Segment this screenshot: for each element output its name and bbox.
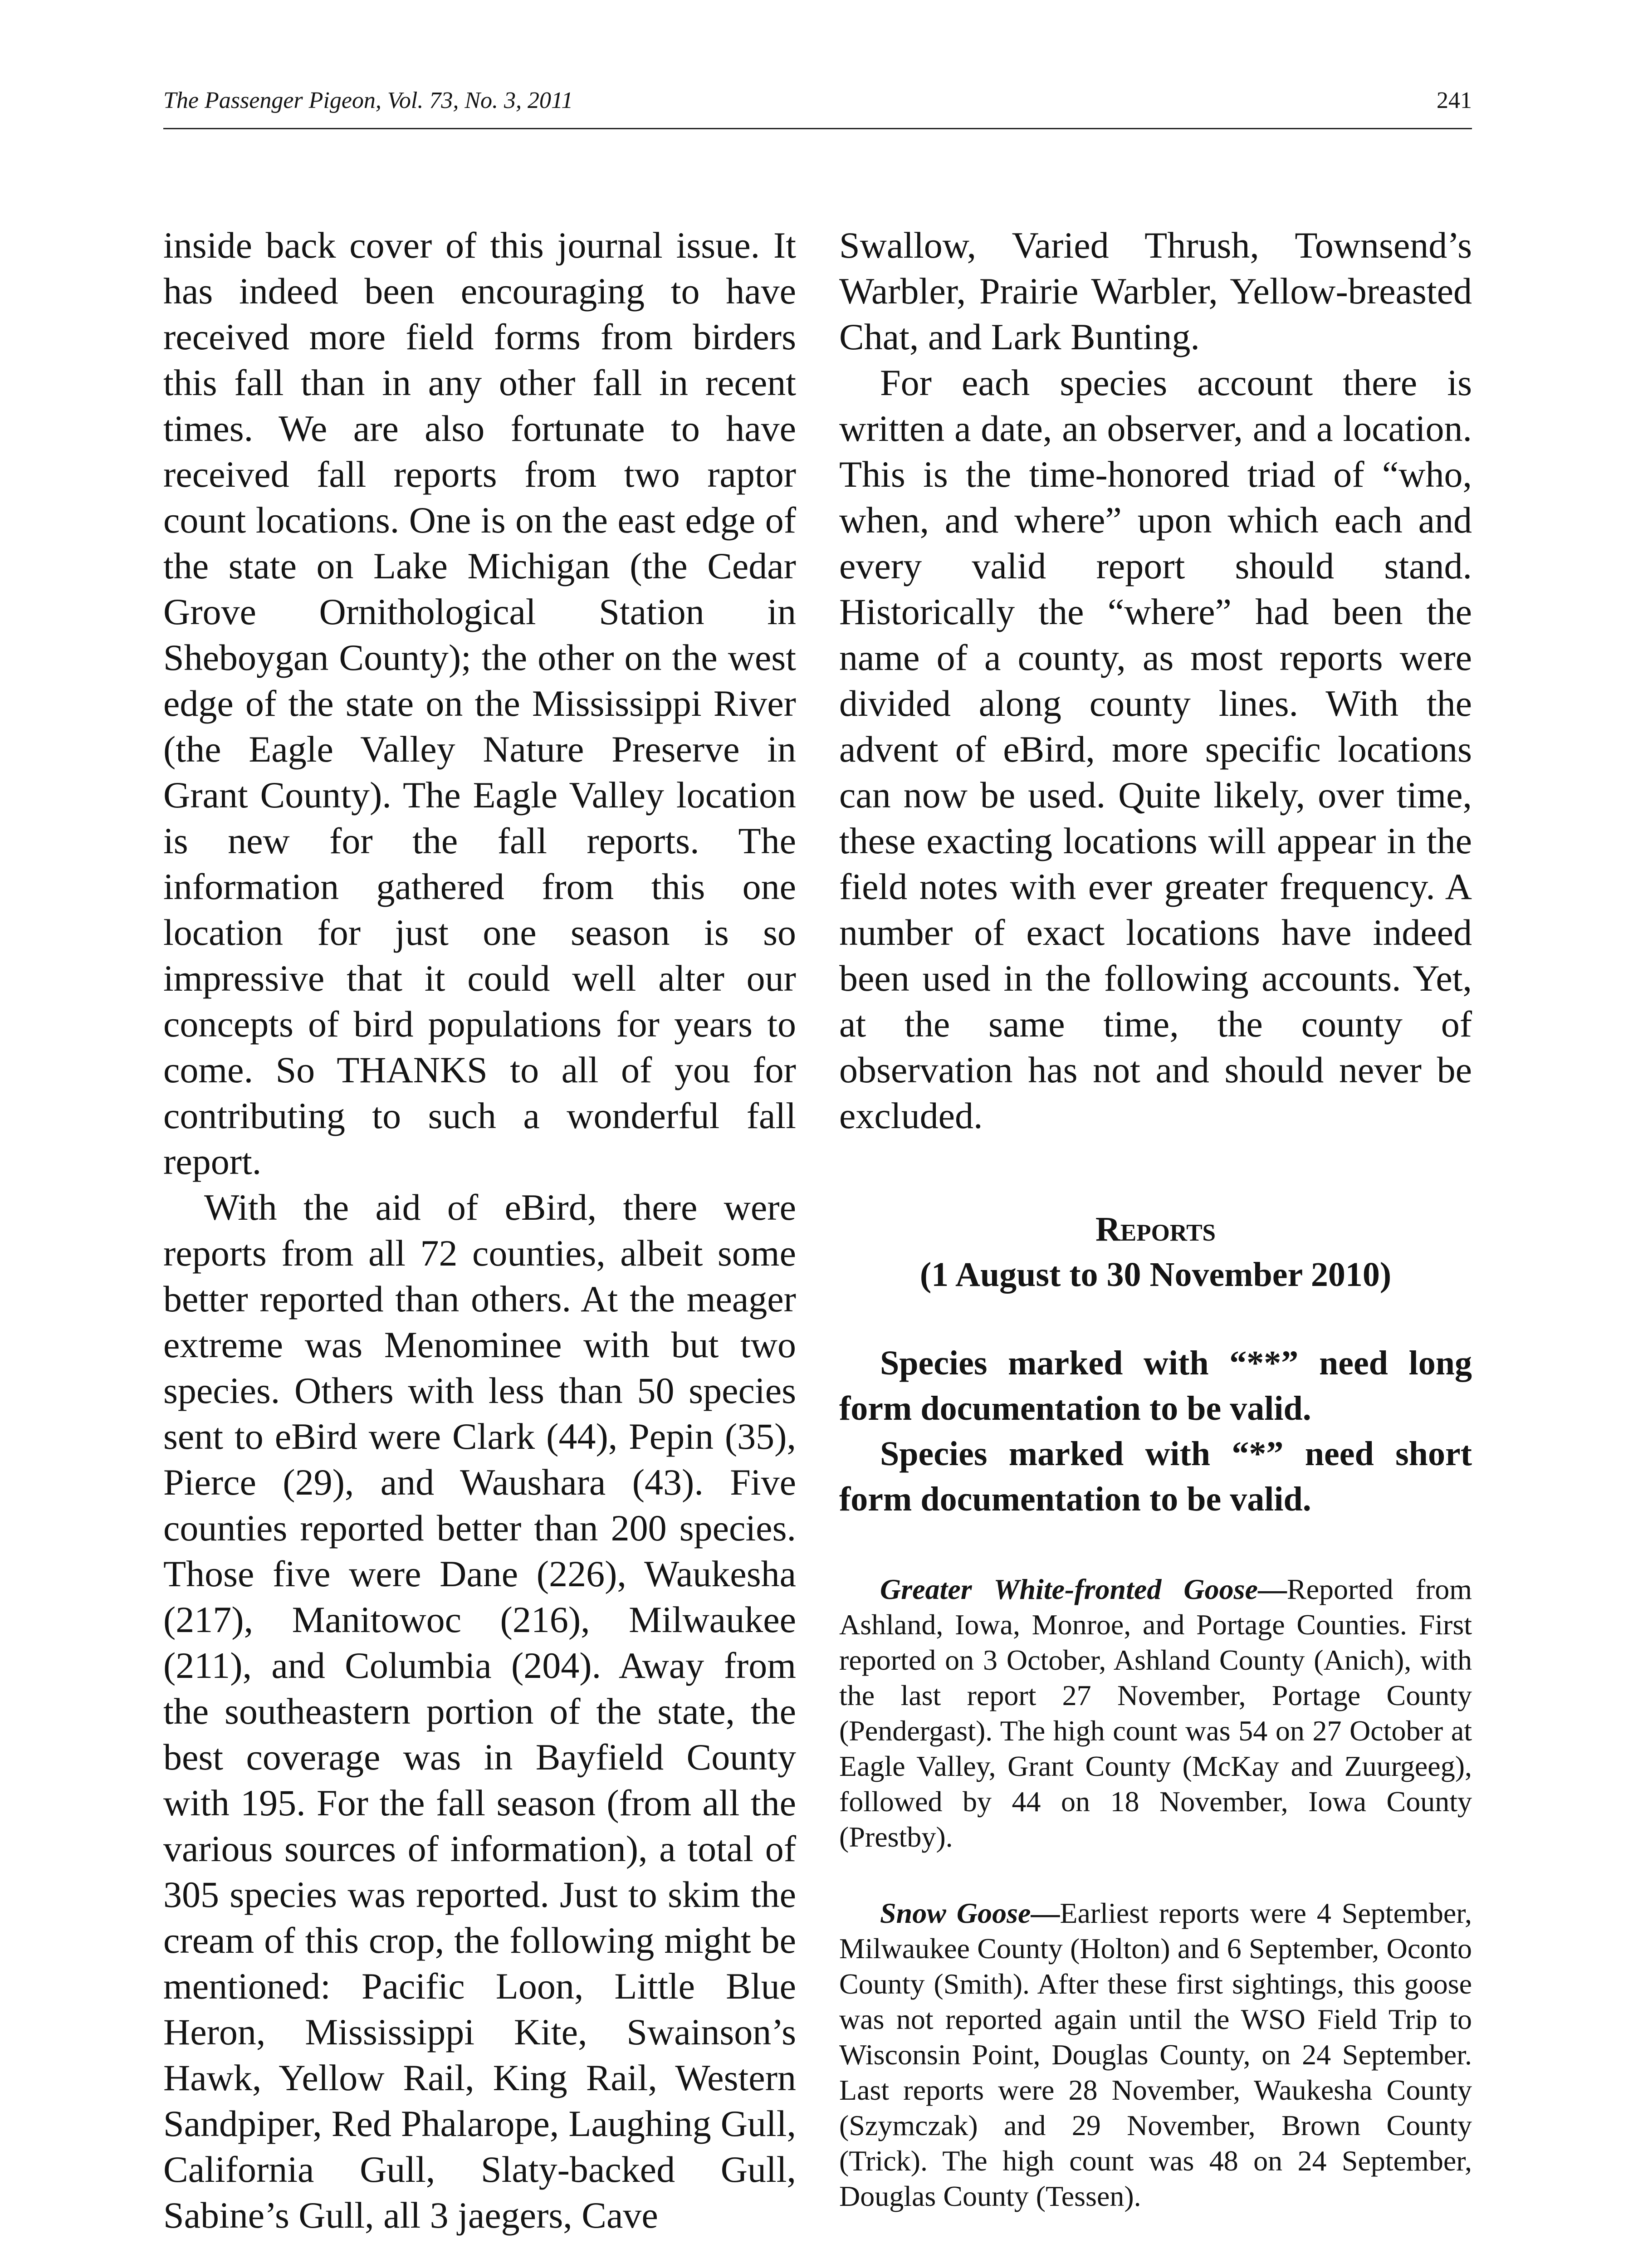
documentation-notes <box>839 1340 1472 1522</box>
short-form-note: Species marked with “*” need short form documentation to be valid. <box>839 1435 1472 1518</box>
species-name: Snow Goose <box>880 1897 1031 1929</box>
paragraph-county-coverage: With the aid of eBird, there were reports from all 72 counties, albeit some better reported than others. At the meager extreme was Menominee with but two species. Others with less than 50 species sent to eBird were Clark (44), Pepin (35), Pierce (29), and Waushara (43). Five counties reported better than 200 species. Those five were Dane (226), Waukesha (217), Manitowoc (216), Milwaukee (211), and Columbia (204). Away from the southeastern portion of the state, the best coverage was in Bayfield County with 195. For the fall season (from all the various sources of information), a total of 305 species was reported. Just to skim the cream of this crop, the following might be mentioned: Pacific Loon, Little Blue Heron, Mississippi Kite, Swainson’s Hawk, Yellow Rail, King Rail, Western Sandpiper, Red Phalarope, Laughing Gull, California Gull, Slaty-backed Gull, Sabine’s Gull, all 3 jaegers, Cave <box>163 1187 796 2236</box>
long-form-note: Species marked with “**” need long form documentation to be valid. <box>839 1344 1472 1427</box>
species-text: Earliest reports were 4 September, Milwaukee County (Holton) and 6 September, Oconto County (Smith). After these first sightings, this goose was not reported again until the WSO Field Trip to Wisconsin Point, Douglas County, on 24 September. Last reports were 28 November, Waukesha County (Szymczak) and 29 November, Brown County (Trick). The high count was 48 on 24 September, Douglas County (Tessen). <box>839 1897 1472 2212</box>
paragraph-who-when-where: For each species account there is written a date, an observer, and a location. This is the time-honored triad of “who, when, and where” upon which each and every valid report should stand. Historically the “where” had been the name of a county, as most reports were divided along county lines. With the advent of eBird, more specific locations can now be used. Quite likely, over time, these exacting locations will appear in the field notes with ever greater frequency. A number of exact locations have indeed been used in the following accounts. Yet, at the same time, the county of observation has not and should never be excluded. <box>839 362 1472 1136</box>
species-text: Reported from Ashland, Iowa, Monroe, and Portage Counties. First reported on 3 October, Ashland County (Anich), with the last report 27 November, Portage County (Pendergast). The high count was 54 on 27 October at Eagle Valley, Grant County (McKay and Zuurgeeg), followed by 44 on 18 November, Iowa County (Prestby). <box>839 1573 1472 1853</box>
running-header <box>163 89 1472 129</box>
page-number: 241 <box>1437 88 1472 113</box>
paragraph-intro-continued: inside back cover of this journal issue. It has indeed been encouraging to have received more field forms from birders this fall than in any other fall in recent times. We are also fortunate to have received fall reports from two raptor count locations. One is on the east edge of the state on Lake Michigan (the Cedar Grove Ornithological Station in Sheboygan County); the other on the west edge of the state on the Mississippi River (the Eagle Valley Nature Preserve in Grant County). The Eagle Valley location is new for the fall reports. The information gathered from this one location for just one season is so impressive that it could well alter our concepts of bird populations for years to come. So THANKS to all of you for contributing to such a wonderful fall report. <box>163 225 796 1182</box>
right-column <box>839 222 1472 2214</box>
journal-title: The Passenger Pigeon, Vol. 73, No. 3, 2011 <box>163 88 573 113</box>
section-title: Reports <box>1095 1210 1216 1248</box>
paragraph-species-list-continued: Swallow, Varied Thrush, Townsend’s Warbler, Prairie Warbler, Yellow-breasted Chat, and Lark Bunting. <box>839 225 1472 357</box>
section-date-range: (1 August to 30 November 2010) <box>919 1256 1392 1294</box>
left-column <box>163 222 796 2238</box>
species-account: Snow Goose—Earliest reports were 4 September, Milwaukee County (Holton) and 6 September, Oconto County (Smith). After these first sightings, this goose was not reported again until the WSO Field Trip to Wisconsin Point, Douglas County, on 24 September. Last reports were 28 November, Waukesha County (Szymczak) and 29 November, Brown County (Trick). The high count was 48 on 24 September, Douglas County (Tessen). <box>839 1897 1472 2212</box>
species-account: Greater White-fronted Goose—Reported from Ashland, Iowa, Monroe, and Portage Counties. First reported on 3 October, Ashland County (Anich), with the last report 27 November, Portage County (Pendergast). The high count was 54 on 27 October at Eagle Valley, Grant County (McKay and Zuurgeeg), followed by 44 on 18 November, Iowa County (Prestby). <box>839 1573 1472 1853</box>
species-name: Greater White-fronted Goose <box>880 1573 1258 1605</box>
